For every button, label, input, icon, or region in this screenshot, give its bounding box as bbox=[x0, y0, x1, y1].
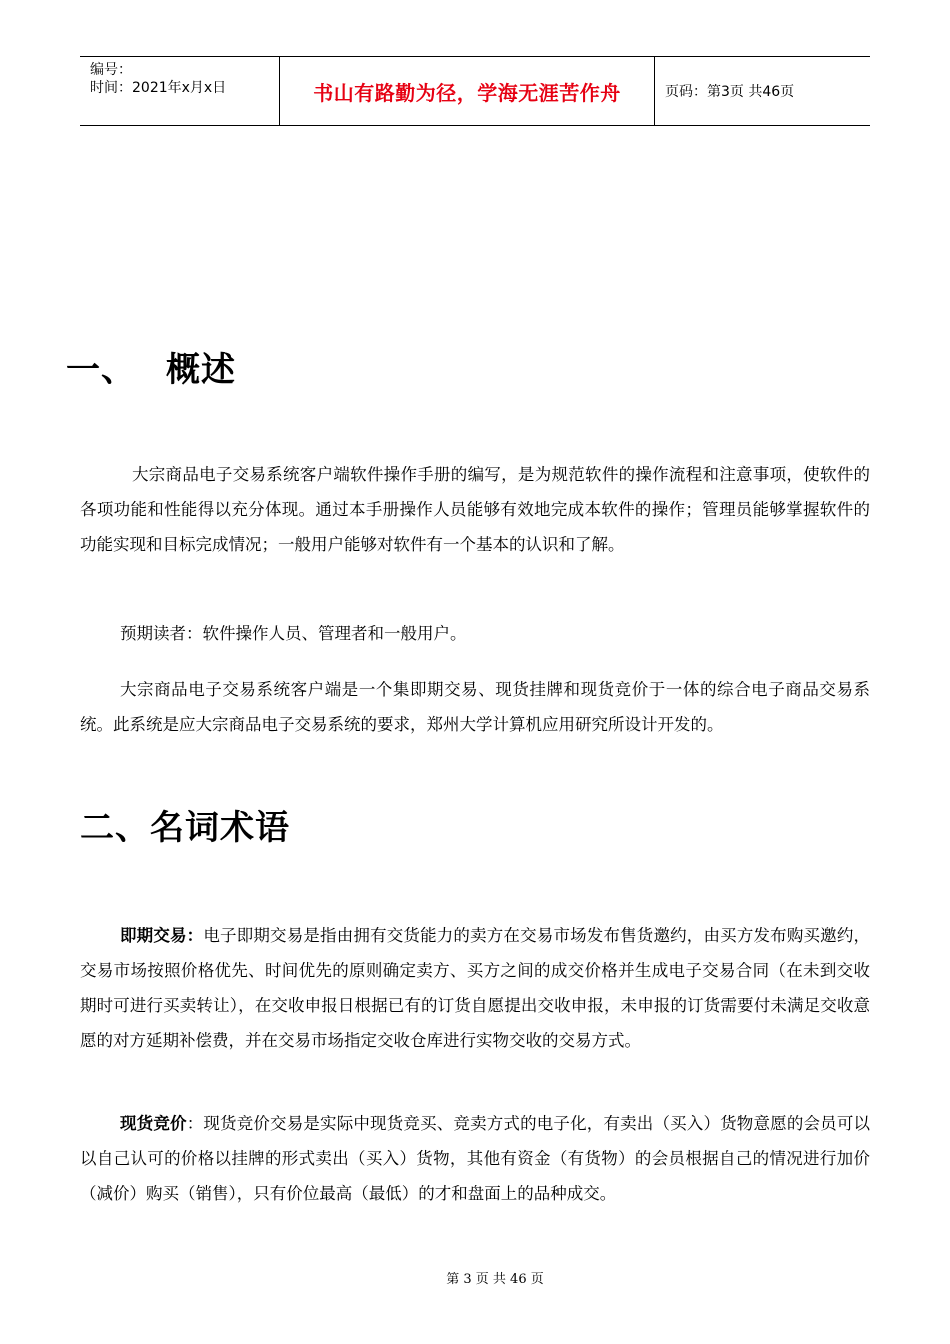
date-label: 时间：2021年x月x日 bbox=[90, 80, 227, 96]
section-1-title: 概述 bbox=[166, 350, 236, 390]
term-spot-bidding bbox=[80, 1106, 870, 1211]
section-1-heading bbox=[66, 342, 236, 391]
section-1-number: 一、 bbox=[66, 350, 136, 390]
page-header bbox=[80, 56, 870, 126]
overview-paragraph-2: 预期读者：软件操作人员、管理者和一般用户。 bbox=[120, 624, 467, 643]
section-2-heading: 二、名词术语 bbox=[80, 808, 290, 848]
term-spot-trading-text: 电子即期交易是指由拥有交货能力的卖方在交易市场发布售货邀约，由买方发布购买邀约，交易市场按照价格优先、时间优先的原则确定卖方、买方之间的成交价格并生成电子交易合同（在未到交收期时可进行买卖转让），在交收申报日根据已有的订货自愿提出交收申报，未申报的订货需要付未满足交收意愿的对方延期补偿费，并在交易市场指定交收仓库进行实物交收的交易方式。 bbox=[80, 926, 871, 1050]
term-spot-trading bbox=[80, 918, 870, 1058]
page-footer: 第 3 页 共 46 页 bbox=[446, 1272, 544, 1287]
term-spot-bidding-label: 现货竞价 bbox=[120, 1114, 187, 1133]
header-page-info: 页码：第3页 共46页 bbox=[665, 84, 795, 100]
overview-paragraph-3: 大宗商品电子交易系统客户端是一个集即期交易、现货挂牌和现货竞价于一体的综合电子商品交易系统。此系统是应大宗商品电子交易系统的要求，郑州大学计算机应用研究所设计开发的。 bbox=[80, 680, 870, 734]
term-spot-bidding-text: ：现货竞价交易是实际中现货竞买、竞卖方式的电子化，有卖出（买入）货物意愿的会员可以以自己认可的价格以挂牌的形式卖出（买入）货物，其他有资金（有货物）的会员根据自己的情况进行加价（减价）购买（销售），只有价位最高（最低）的才和盘面上的品种成交。 bbox=[80, 1114, 871, 1203]
overview-paragraph-1: 大宗商品电子交易系统客户端软件操作手册的编写，是为规范软件的操作流程和注意事项，使软件的各项功能和性能得以充分体现。通过本手册操作人员能够有效地完成本软件的操作；管理员能够掌握软件的功能实现和目标完成情况；一般用户能够对软件有一个基本的认识和了解。 bbox=[80, 465, 870, 554]
term-spot-trading-label: 即期交易： bbox=[120, 926, 204, 945]
header-meta-cell bbox=[80, 57, 280, 125]
header-motto: 书山有路勤为径，学海无涯苦作舟 bbox=[280, 57, 655, 125]
serial-label: 编号： bbox=[90, 62, 132, 78]
